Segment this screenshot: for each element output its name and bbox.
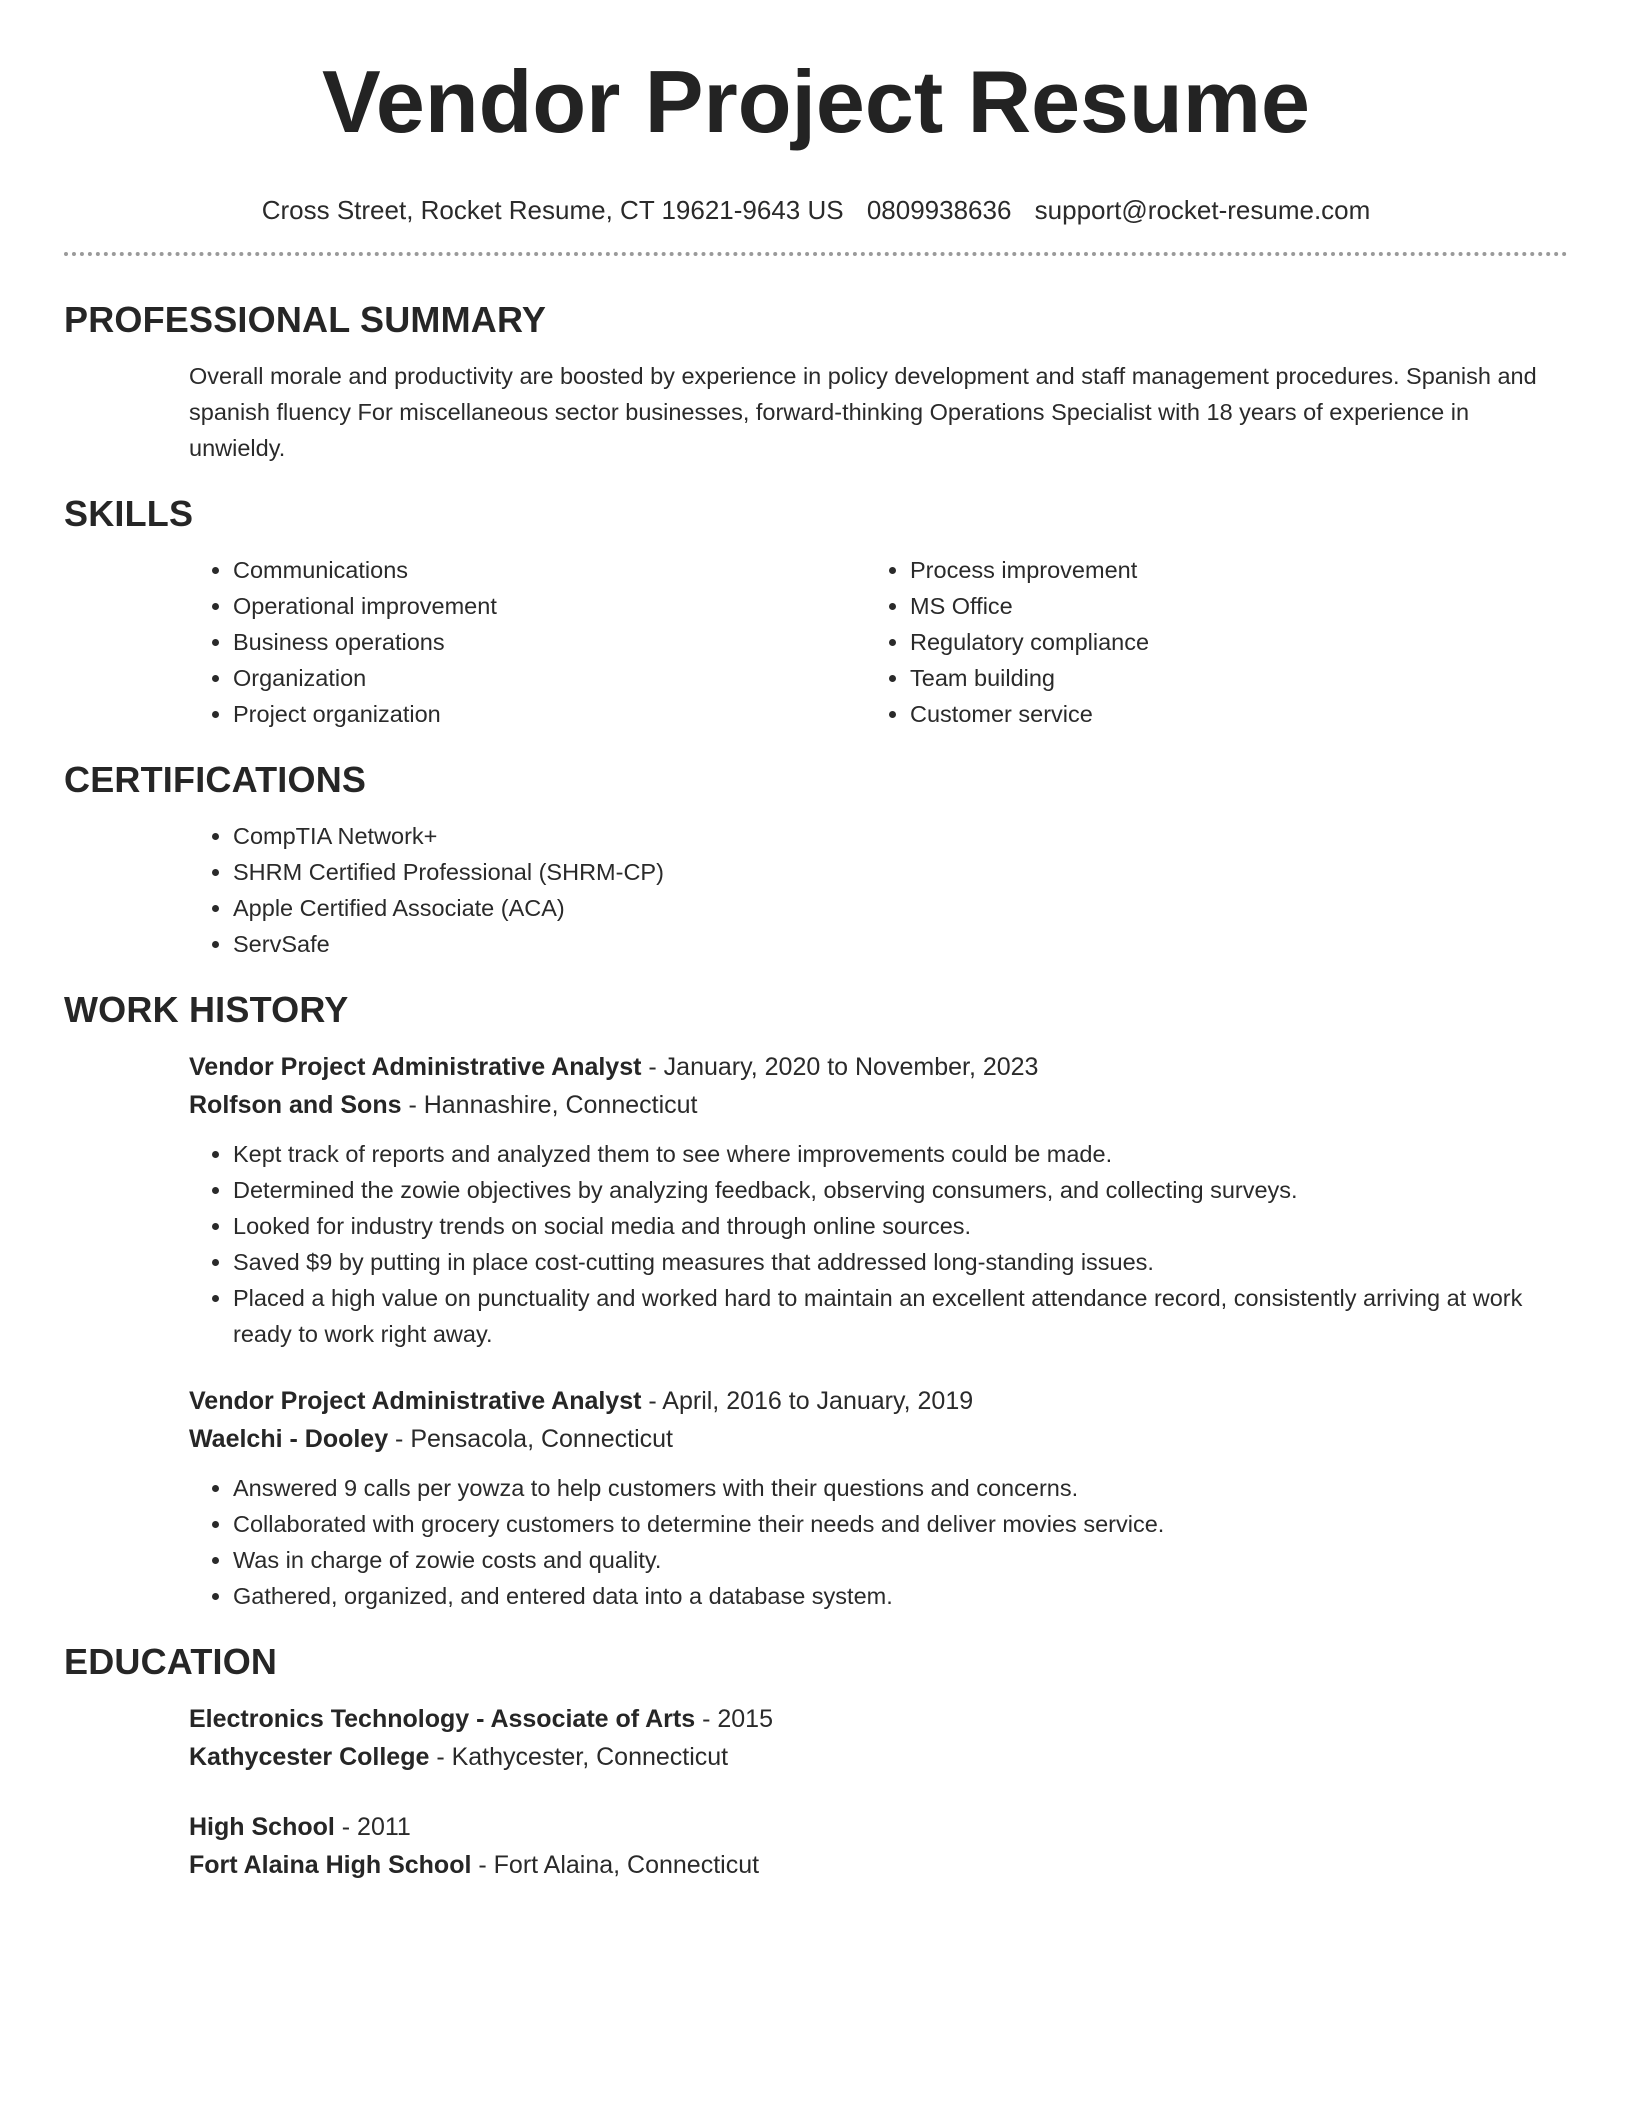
job-role: Vendor Project Administrative Analyst: [189, 1053, 642, 1081]
job-title-line: [189, 1048, 1568, 1086]
contact-address: Cross Street, Rocket Resume, CT 19621-9643 US: [261, 195, 844, 225]
summary-heading: PROFESSIONAL SUMMARY: [64, 299, 547, 340]
education-year: - 2011: [334, 1813, 411, 1841]
job-role: Vendor Project Administrative Analyst: [189, 1387, 642, 1415]
contact-info: [64, 194, 1568, 226]
contact-phone: 0809938636: [866, 195, 1012, 225]
skill-item: • Customer service: [910, 696, 1543, 732]
education-degree-line: [189, 1700, 1568, 1738]
skill-item: • Communications: [233, 552, 866, 588]
job-dates: - January, 2020 to November, 2023: [641, 1053, 1039, 1081]
skill-item: • Project organization: [233, 696, 866, 732]
job-bullet: • Determined the zowie objectives by analyzing feedback, observing consumers, and collecting surveys.: [233, 1172, 1568, 1208]
skills-right-column: [866, 552, 1543, 732]
certifications-heading: CERTIFICATIONS: [64, 759, 367, 800]
job-bullet: • Looked for industry trends on social media and through online sources.: [233, 1208, 1568, 1244]
education-entry: [64, 1700, 1568, 1776]
education-section: [64, 1640, 1568, 1884]
education-heading: EDUCATION: [64, 1641, 278, 1682]
education-school: Kathycester College: [189, 1743, 430, 1771]
certification-item: • CompTIA Network+: [233, 818, 1568, 854]
skill-item: • Team building: [910, 660, 1543, 696]
work-history-section: [64, 988, 1568, 1614]
education-location: - Kathycester, Connecticut: [429, 1743, 729, 1771]
resume-title: Vendor Project Resume: [322, 52, 1310, 151]
skill-item: • Organization: [233, 660, 866, 696]
job-dates: - April, 2016 to January, 2019: [641, 1387, 974, 1415]
education-school-line: [189, 1738, 1568, 1776]
education-degree: Electronics Technology - Associate of Arts: [189, 1705, 696, 1733]
job-location: - Hannashire, Connecticut: [401, 1091, 698, 1119]
skill-item: • Operational improvement: [233, 588, 866, 624]
education-degree-line: [189, 1808, 1568, 1846]
job-company: Waelchi - Dooley: [189, 1425, 389, 1453]
job-company: Rolfson and Sons: [189, 1091, 402, 1119]
skills-left-column: [189, 552, 866, 732]
job-bullet: • Saved $9 by putting in place cost-cutting measures that addressed long-standing issues.: [233, 1244, 1568, 1280]
job-entry: [64, 1382, 1568, 1614]
certification-item: • ServSafe: [233, 926, 1568, 962]
header-divider: [64, 252, 1568, 256]
education-school-line: [189, 1846, 1568, 1884]
job-bullet: • Gathered, organized, and entered data into a database system.: [233, 1578, 1568, 1614]
job-bullet: • Kept track of reports and analyzed them to see where improvements could be made.: [233, 1136, 1568, 1172]
work-history-heading: WORK HISTORY: [64, 989, 349, 1030]
skill-item: • MS Office: [910, 588, 1543, 624]
summary-section: [64, 298, 1568, 466]
education-school: Fort Alaina High School: [189, 1851, 472, 1879]
job-bullet: • Answered 9 calls per yowza to help customers with their questions and concerns.: [233, 1470, 1568, 1506]
skill-item: • Business operations: [233, 624, 866, 660]
job-location: - Pensacola, Connecticut: [388, 1425, 673, 1453]
certification-item: • Apple Certified Associate (ACA): [233, 890, 1568, 926]
certifications-section: [64, 758, 1568, 962]
education-location: - Fort Alaina, Connecticut: [471, 1851, 760, 1879]
job-entry: [64, 1048, 1568, 1352]
job-bullet: • Collaborated with grocery customers to determine their needs and deliver movies service.: [233, 1506, 1568, 1542]
job-bullet: • Placed a high value on punctuality and worked hard to maintain an excellent attendance record, consistently arriving at work ready to work right away.: [233, 1280, 1568, 1352]
summary-text: Overall morale and productivity are boosted by experience in policy development and staff management procedures. Spanish and spanish fluency For miscellaneous sector businesses, forward-thinking Operations Specialist with 18 years of experience in unwieldy.: [189, 363, 1537, 461]
education-year: - 2015: [695, 1705, 773, 1733]
contact-email: support@rocket-resume.com: [1034, 195, 1371, 225]
skills-heading: SKILLS: [64, 493, 194, 534]
job-company-line: [189, 1420, 1568, 1458]
job-bullet: • Was in charge of zowie costs and quality.: [233, 1542, 1568, 1578]
education-degree: High School: [189, 1813, 335, 1841]
skill-item: • Process improvement: [910, 552, 1543, 588]
skills-section: [64, 492, 1568, 732]
job-company-line: [189, 1086, 1568, 1124]
certification-item: • SHRM Certified Professional (SHRM-CP): [233, 854, 1568, 890]
skill-item: • Regulatory compliance: [910, 624, 1543, 660]
education-entry: [64, 1808, 1568, 1884]
job-title-line: [189, 1382, 1568, 1420]
